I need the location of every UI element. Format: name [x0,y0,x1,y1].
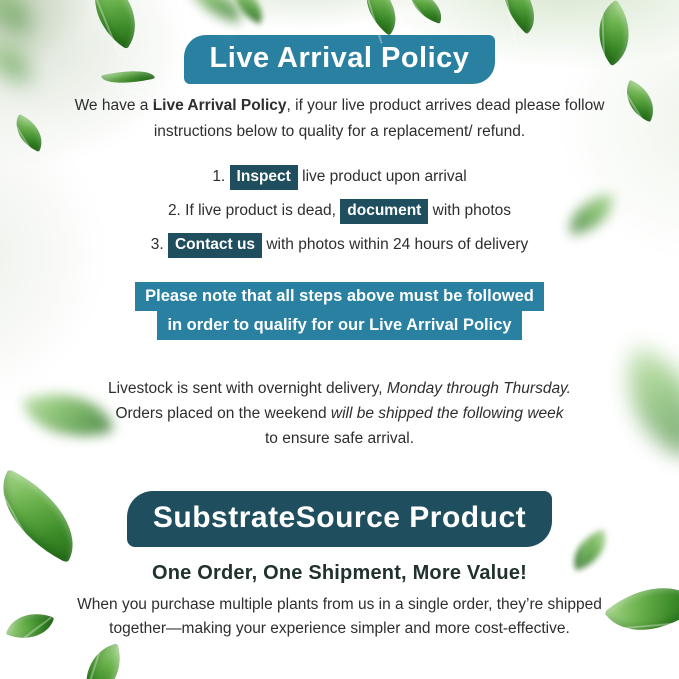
policy-note-line1: Please note that all steps above must be followed [135,282,544,311]
policy-intro-line2: instructions below to quality for a replacement/ refund. [153,123,526,140]
document-highlight: document [340,199,428,224]
shipping-line3: to ensure safe arrival. [264,430,415,447]
policy-intro [0,93,679,145]
inspect-highlight: Inspect [230,165,298,190]
product-description [0,593,679,641]
policy-note-line2: in order to qualify for our Live Arrival Policy [157,311,521,340]
product-section [0,451,679,547]
policy-step-1: 1. Inspect live product upon arrival [0,165,679,190]
product-description-line1: When you purchase multiple plants from us in a single order, they’re shipped [77,596,602,613]
substratesource-product-banner: SubstrateSource Product [127,491,552,547]
product-description-line2: together—making your experience simpler and more cost-effective. [109,620,570,637]
policy-intro-line1: We have a Live Arrival Policy, if your live product arrives dead please follow [74,97,605,114]
leaf-icon [77,643,129,679]
policy-note [0,282,679,340]
policy-step-2: 2. If live product is dead, document with photos [0,199,679,224]
live-arrival-policy-banner: Live Arrival Policy [184,35,496,84]
policy-step-3: 3. Contact us with photos within 24 hours of delivery [0,233,679,258]
product-tagline: One Order, One Shipment, More Value! [151,562,528,584]
shipping-line1: Livestock is sent with overnight delivery, Monday through Thursday. [108,380,571,397]
policy-name-bold: Live Arrival Policy [152,97,287,114]
shipping-line2: Orders placed on the weekend will be shipped the following week [115,405,564,422]
contact-us-highlight: Contact us [168,233,262,258]
